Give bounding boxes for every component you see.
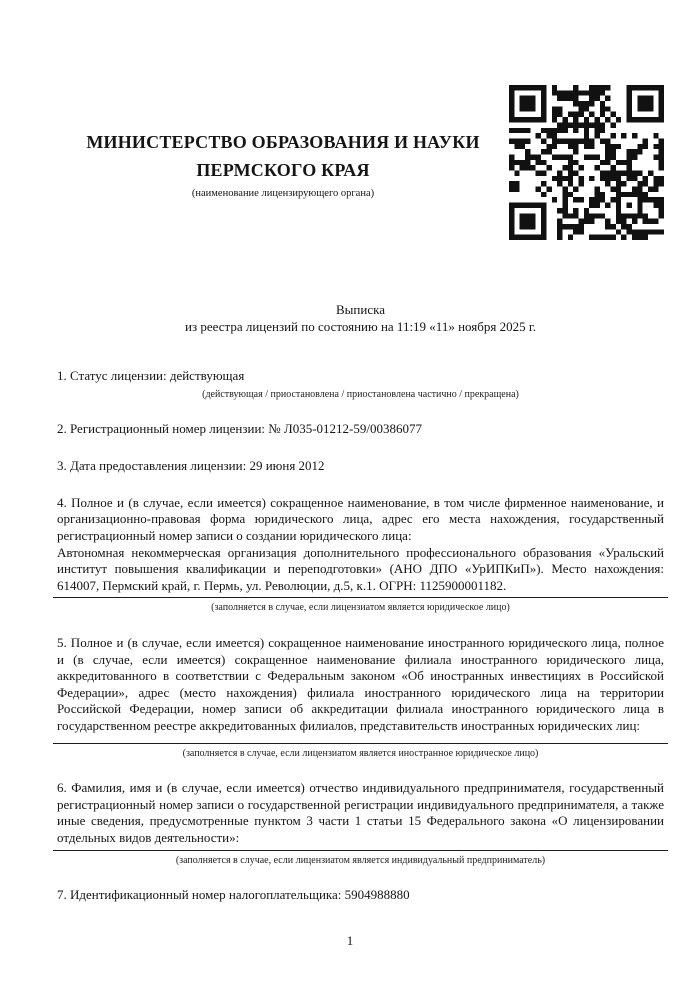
ministry-title-line2: ПЕРМСКОГО КРАЯ [196, 159, 370, 180]
item-legal-entity-note: (заполняется в случае, если лицензиатом является юридическое лицо) [211, 602, 510, 614]
item-registration-number-text: 2. Регистрационный номер лицензии: № Л035-01212-59/00386077 [57, 421, 423, 437]
divider-rule [53, 850, 668, 851]
divider-rule [53, 743, 668, 744]
item-foreign-entity-note: (заполняется в случае, если лицензиатом является иностранное юридическое лицо) [182, 747, 539, 759]
item-registration-number [57, 421, 664, 438]
item-individual-entrepreneur-label: 6. Фамилия, имя и (в случае, если имеется) отчество индивидуального предпринимателя, государственный регистрационный номер записи о государственной регистрации индивидуального предпринимателя, а также иные сведения, предусмотренные пунктом 3 части 1 статьи 15 Федерального закона «О лицензировании отдельных видов деятельности»: [57, 780, 664, 845]
item-taxpayer-number [57, 887, 664, 904]
item-individual-entrepreneur-note: (заполняется в случае, если лицензиатом является индивидуальный предприниматель) [175, 854, 546, 866]
document-body [0, 302, 700, 904]
item-taxpayer-number-text: 7. Идентификационный номер налогоплательщика: 5904988880 [57, 887, 410, 903]
licensing-authority-block [57, 85, 509, 199]
item-foreign-entity-label: 5. Полное и (в случае, если имеется) сокращенное наименование иностранного юридического лица, полное и (в случае, если имеется) сокращенное наименование филиала иностранного юридического лица, аккредитованного в соответствии с Федеральным законом «Об иностранных инвестициях в Российской Федерации», адрес (место нахождения) филиала иностранного юридического лица на территории Российской Федерации, номер записи об аккредитации филиала иностранного юридического лица в государственном реестре аккредитованных филиалов, представительств иностранных юридических лиц: [57, 634, 664, 733]
document-title-line2: из реестра лицензий по состоянию на 11:19 «11» ноября 2025 г. [185, 318, 536, 334]
item-individual-entrepreneur-info [57, 780, 664, 867]
item-license-status [57, 368, 664, 401]
page-number: 1 [346, 933, 354, 948]
items-list [57, 368, 664, 904]
item-legal-entity-value: Автономная некоммерческая организация дополнительного профессионального образования «Уральский институт повышения квалификации и переподготовки» (АНО ДПО «УрИПКиП»). Место нахождения: 614007, Пермский край, г. Пермь, ул. Революции, д.5, к.1. ОГРН: 1125900001182. [57, 544, 664, 593]
document-header [0, 0, 700, 240]
document-title [57, 302, 664, 335]
divider-rule [53, 597, 668, 598]
item-license-status-note: (действующая / приостановлена / приостановлена частично / прекращена) [202, 388, 519, 400]
qr-code-icon [509, 85, 664, 240]
licensing-authority-caption: (наименование лицензирующего органа) [191, 187, 375, 199]
ministry-title [57, 129, 509, 185]
item-foreign-entity-info [57, 635, 664, 760]
ministry-title-line1: МИНИСТЕРСТВО ОБРАЗОВАНИЯ И НАУКИ [86, 132, 480, 152]
item-legal-entity-info [57, 495, 664, 615]
item-license-status-text: 1. Статус лицензии: действующая [57, 368, 245, 384]
item-license-grant-date [57, 458, 664, 475]
document-title-line1: Выписка [336, 302, 385, 317]
item-legal-entity-label: 4. Полное и (в случае, если имеется) сокращенное наименование, в том числе фирменное наименование, и организационно-правовая форма юридического лица, адрес его места нахождения, государственный регистрационный номер записи о создании юридического лица: [57, 494, 664, 543]
item-license-grant-date-text: 3. Дата предоставления лицензии: 29 июня 2012 [57, 458, 325, 473]
